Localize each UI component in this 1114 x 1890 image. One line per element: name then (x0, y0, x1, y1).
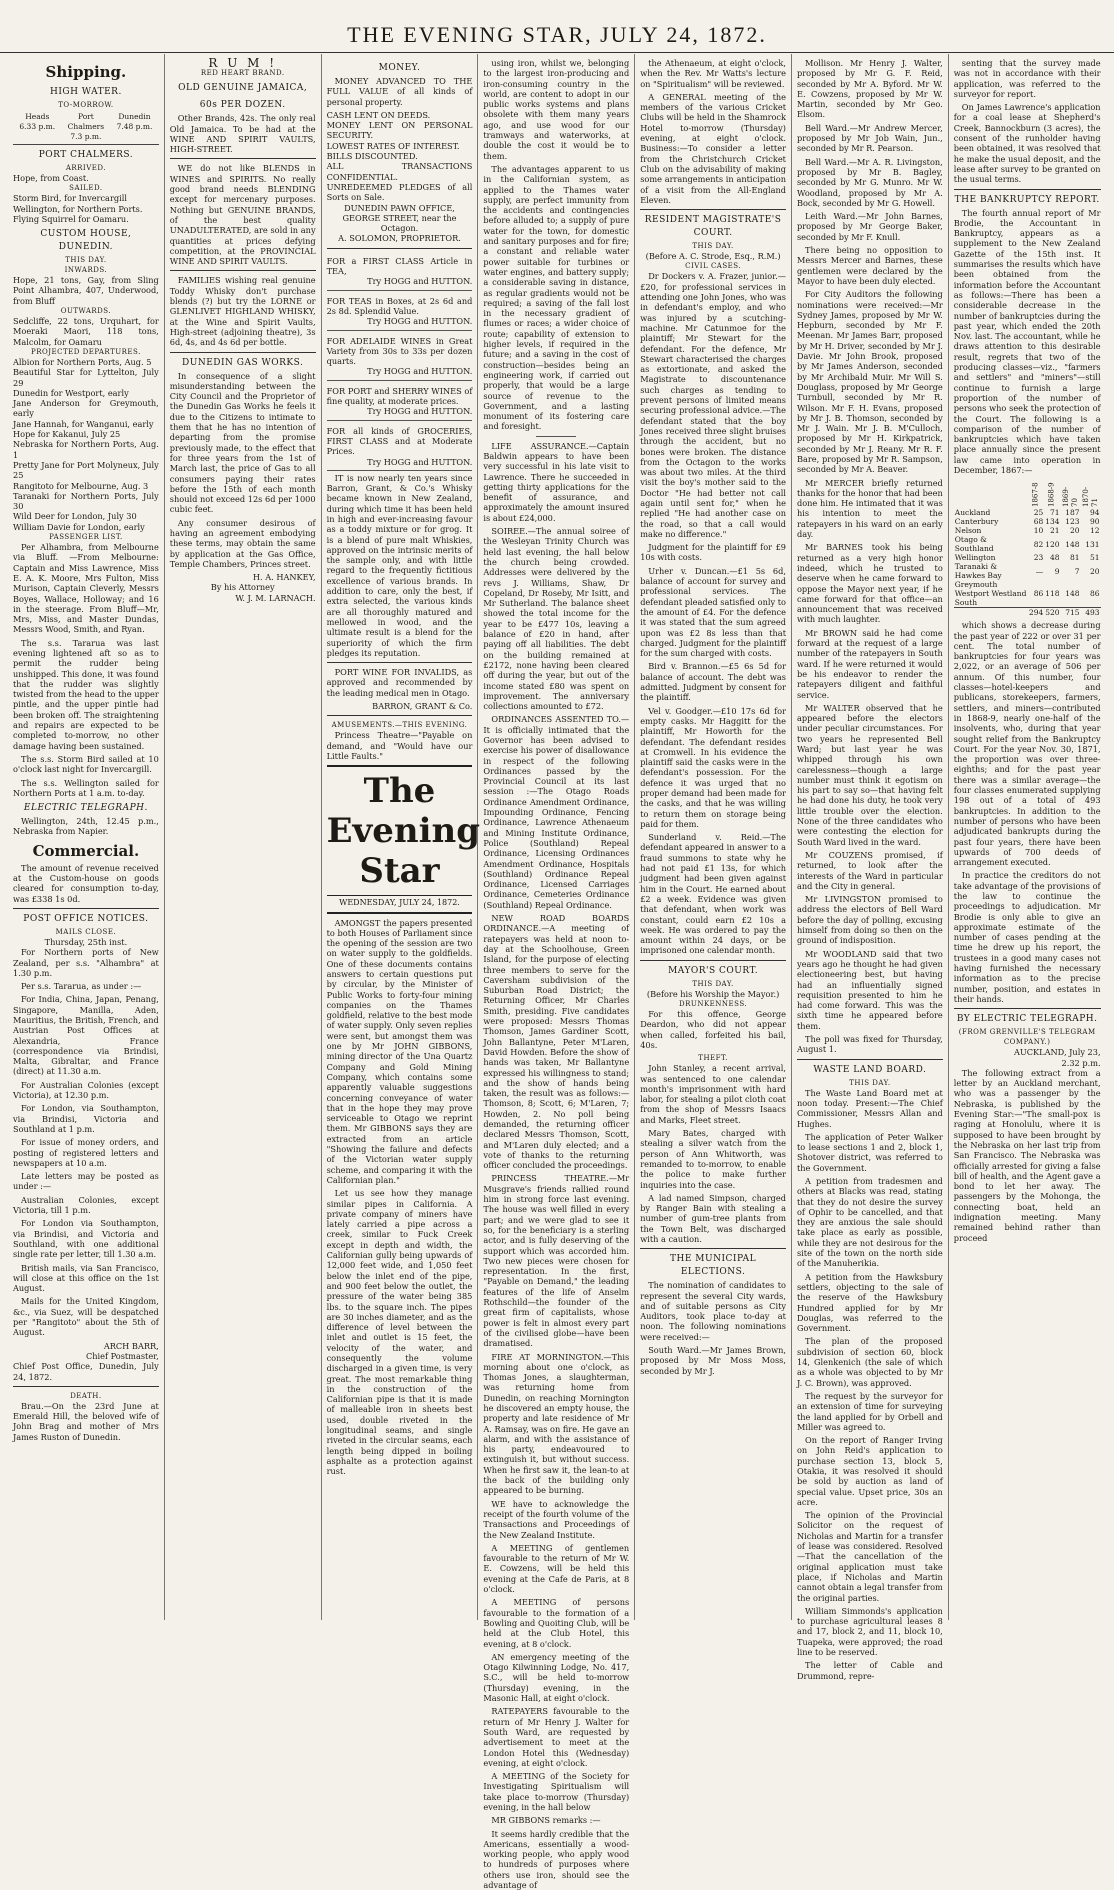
post-signature: ARCH BARR, (103, 1340, 159, 1351)
civil-text: Dr Dockers v. A. Frazer, junior.—£20, for professional services in attending one John Jones, who was in defendant's employ, and who was injured by a scutching-machine. Mr Catunmoe for the plaintiff; Mr Stewart for the defendant. For the defence, Mr Stewart characterised the charges as extortionate, and asked the Magistrate to discountenance such charges as tending to prevent persons of limited means securing professional advice.—The defendant stated that the boy Jones received three slight bruises through the accident, but no bones were broken. The distance from the Octagon to the works was about two miles. At the third visit the boy's mother said to the Doctor "He had better not call again until sent for," when he replied "He had another case on the road, so that a call would make no difference." (640, 271, 786, 539)
death-text: Brau.—On the 23rd June at Emerald Hill, the beloved wife of John Brag and mother of Mrs James Ruston of Dunedin. (13, 1400, 159, 1442)
table-cell: 86 (1033, 589, 1044, 599)
waste-text: William Simmonds's application to purchase agricultural leases 8 and 17, block 2, and 11, block 10, Tuapeka, were approved; the road line to be reserved. (796, 1605, 943, 1658)
meeting-text: A MEETING of the Society for Investigating Spiritualism will take place to-morrow (Thursday) evening, in the hall below (483, 1771, 630, 1812)
meeting-text: RATEPAYERS favourable to the return of Mr Henry J. Walter for South Ward, are requested by advertisement to meet at the London Hotel this (Wednesday) evening, at eight o'clock. (483, 1706, 630, 1768)
table-cell: 71 (1050, 508, 1060, 518)
divider (640, 960, 786, 961)
divider (327, 248, 473, 249)
waste-text: The application of Peter Walker to lease sections 1 and 2, block 1, Shotover district, was referred to the Government. (796, 1131, 943, 1173)
table-cell: 493 (1085, 608, 1100, 618)
waste-text: On the report of Ranger Irving on John Reid's application to purchase section 13, block 5, Otakia, it was resolved it should be sold by auction as land of special value. Upset price, 30s an acre. (796, 1435, 943, 1507)
table-year: 1867-8 (1031, 482, 1040, 508)
newspaper-masthead-title: THE EVENING STAR, JULY 24, 1872. (347, 22, 767, 47)
waste-text: The request by the surveyor for an extension of time for surveying the land applied for by Orbell and Miller was agreed to. (796, 1390, 943, 1432)
column-3 (322, 54, 479, 1620)
table-cell: 21 (1050, 526, 1060, 536)
waste-text: A petition from the Hawksbury settlers, objecting to the sale of the reserve of the Hawksbury Hundred applied for by Mr Douglas, was referred to the Government. (796, 1271, 943, 1334)
telegraph-source: (FROM GRENVILLE'S TELEGRAM COMPANY.) (958, 1028, 1096, 1047)
custom-house-subheading: THIS DAY. (65, 256, 107, 265)
article-text: The advantages apparent to us in the Californian system, as applied to the Thames water supply, are perfect immunity from the accidents and contingencies before alluded to; a supply of pure water for the town, for domestic and sanitary purposes and for fire; a constant and reliable water power suitable for turbines or water engines, and battery supply; a considerable saving in distance, as regular gradients would not be required; a saving of the fall lost in the necessary gradient of flumes or races; a wider choice of route; capability of extension to higher levels, if required in the future; and a saving in the cost of construction—besides being an engineering work, if carried out properly, that would be a large source of revenue to the Government, and a lasting monument of its fostering care and foresight. (483, 163, 630, 432)
table-cell: 86 (1090, 589, 1100, 599)
bankruptcy-text-2: which shows a decrease during the past year of 222 or over 31 per cent. The total number of bankruptcies for four years was 2,022, or an average of 506 per annum. Of this number, four classes—hotel-keepers and publicans, storekeepers, farmers, settlers, and miners—contributed in 1868-9, nearly one-half of the insolvents, who, during that year sought relief from the Bankruptcy Court. For the year Nov. 30, 1871, the proportion was over three-eighths; and for the past year there was a similar average—the four classes enumerated supplying 198 out of a total of 493 bankruptcies. In addition to the number of persons who have been adjudicated bankrupts during the past four years, there have been upwards of 700 deeds of arrangement executed. (953, 620, 1101, 868)
commercial-heading: Commercial. (32, 841, 140, 860)
ordinances-text: ORDINANCES ASSENTED TO.—It is officially intimated that the Governor has been advised to exercise his power of disallowance in respect of the following Ordinances passed by the Provincial Council at its last session :—The Otago Roads Ordinance Amendment Ordinance, Impounding Ordinance, Fencing Ordinance, Lawrence Athenaeum and Mining Institute Ordinance, Police (Southland) Repeal Ordinance, Licensing Ordinances Amendment Ordinance, Hospitals (Southland) Ordinance Repeal Ordinance, Licensed Carriages Ordinance, Cemeteries Ordinance (Southland) Repeal Ordinance. (483, 714, 630, 910)
waste-text: The plan of the proposed subdivision of section 60, block 14, Glenkenich (the sale of which as a whole was objected to by Mr J. C. Brown), was approved. (796, 1336, 943, 1388)
divider (327, 715, 473, 716)
table-cell: 118 (1045, 589, 1060, 599)
elections-text-2: South Ward.—Mr James Brown, proposed by Mr Moss Moss, seconded by Mr J. (640, 1345, 786, 1376)
table-cell: 20 (1070, 526, 1080, 536)
table-cell: 90 (1090, 517, 1100, 527)
tide-place: Dunedin (118, 112, 151, 121)
ad-text: FOR all kinds of GROCERIES, FIRST CLASS and at Moderate Prices. (326, 425, 473, 457)
ad-text: FOR ADELAIDE WINES in Great Variety from 30s to 33s per dozen quarts. (326, 335, 473, 367)
leader-text: AMONGST the papers presented to both Houses of Parliament since the opening of the session are two on water supply to the goldfields. One of these documents contains answers to certain questions put by circular, by the Minister of Public Works to forty-four mining companies on the Thames goldfield, relative to the best mode of water supply. Only seven replies were sent, but amongst them was one by Mr JOHN GIBBONS, mining director of the Una Quartz Company and Gold Mining Company, which contains some apparently valuable suggestions concerning conveyance of water that in the hope they may prove serviceable to Otago we reprint them. Mr GIBBONS says they are extracted from an article "Showing the failure and defects of the Victorian water supply scheme, and comparing it with the Californian plan." (326, 917, 473, 1185)
table-cell: 148 (1065, 539, 1080, 549)
grocery-ad (327, 423, 473, 471)
table-cell: 82 (1033, 539, 1044, 549)
column-2 (165, 54, 322, 1620)
ad-text: FOR TEAS in Boxes, at 2s 6d and 2s 8d. Splendid Value. (326, 295, 473, 316)
post-para: For Northern ports of New Zealand, per s.s. "Alhambra" at 1.30 p.m. (13, 947, 159, 978)
table-cell: 294 (1028, 608, 1044, 618)
table-cell: 10 (1033, 526, 1044, 536)
rum-brand: RED HEART BRAND. (200, 69, 285, 78)
money-text: MONEY ADVANCED TO THE FULL VALUE of all kinds of personal property. (326, 76, 473, 107)
rm-court-heading: RESIDENT MAGISTRATE'S COURT. (644, 215, 782, 239)
post-date: Thursday, 25th inst. (44, 936, 128, 947)
table-cell: 12 (1090, 526, 1100, 536)
table-cell: 23 (1033, 553, 1044, 563)
ad-sign: Try HOGG and HUTTON. (367, 276, 473, 287)
tide-time: 7.48 p.m. (116, 122, 153, 131)
tide-heads (13, 112, 62, 142)
divider (954, 1008, 1101, 1009)
amusements-heading: AMUSEMENTS.—THIS EVENING. (331, 721, 468, 730)
table-cell: 123 (1065, 517, 1080, 527)
gibbons-text-2: It seems hardly credible that the Americans, essentially a wood-working people, who apply wood to hundreds of purposes where others use iron, should see the advantage of (483, 1828, 630, 1890)
meeting-text: A MEETING of gentlemen favourable to the return of Mr W. E. Cowzens, will be held this evening at the Cafe de Paris, at 8 o'clock. (483, 1542, 630, 1595)
judgment-text: Judgment for the plaintiff for £9 10s with costs. (640, 542, 786, 563)
sailed-line: Wellington, for Northern Ports. (13, 203, 143, 214)
civil-cases-heading: CIVIL CASES. (685, 262, 742, 271)
tide-table (13, 110, 159, 145)
waste-text: The Waste Land Board met at noon today. Present:—The Chief Commissioner, Messrs Allan and Hughes. (796, 1087, 943, 1129)
article-text: For City Auditors the following nominations were received:—Mr Sydney James, proposed by Mr W. Hepburn, seconded by Mr F. Meenan. Mr James Barr, proposed by Mr H. Driver, seconded by Mr J. Davie. Mr John Brook, proposed by Mr James Anderson, seconded by Mr Archibald Muir. Mr Will S. Douglass, proposed by Mr George Turnbull, seconded by Mr R. Wilson. Mr F. H. Evans, proposed by Mr J. B. Thomson, seconded by Mr J. Wain. Mr J. B. M'Culloch, proposed by Mr H. Kirkpatrick, seconded by Mr J. Reany. Mr R. F. Bare, proposed by Mr R. Sampson, seconded by Mr A. Beaver. (796, 289, 943, 475)
table-year: 1868-9 (1047, 482, 1056, 508)
grocery-ad (327, 333, 473, 381)
telegraph-text: Wellington, 24th, 12.45 p.m., Nebraska from Napier. (13, 816, 159, 837)
table-corner (954, 478, 1028, 508)
inwards-text: Hope, 21 tons, Gay, from Sling Point Alhambra, 407, Underwood, from Bluff (13, 275, 159, 306)
table-cell: 148 (1065, 589, 1080, 599)
drunkenness-heading: DRUNKENNESS. (679, 1000, 748, 1009)
article-text: the Athenaeum, at eight o'clock, when the Rev. Mr Watts's lecture on "Spiritualism" will be reviewed. (640, 58, 786, 89)
table-cell: 94 (1090, 508, 1100, 518)
gas-text-2: Any consumer desirous of having an agreement embodying these terms, may obtain the same by application at the Gas Office, Temple Chambers, Princes street. (169, 517, 316, 569)
high-water-subheading: TO-MORROW. (58, 101, 114, 109)
mary-bates-text: Mary Bates, charged with stealing a silver watch from the person of Ann Whitworth, was remanded to to-morrow, to enable the police to make further inquiries into the case. (640, 1128, 786, 1190)
gas-works-heading: DUNEDIN GAS WORKS. (182, 357, 304, 368)
pawn-office: DUNEDIN PAWN OFFICE, GEORGE STREET, near the Octagon. (342, 202, 457, 234)
table-cell: 7 (1074, 566, 1080, 576)
divider (954, 189, 1101, 190)
theft-text: John Stanley, a recent arrival, was sentenced to one calendar month's imprisonment with hard labor, for stealing a pilot cloth coat from the shop of Messrs Isaacs and Marks, Fleet street. (640, 1063, 786, 1125)
table-year: 1870-71 (1081, 487, 1099, 508)
column-5 (635, 54, 792, 1620)
page-columns (8, 54, 1106, 1890)
divider (797, 1059, 943, 1060)
money-line: BILLS DISCOUNTED. (326, 151, 418, 162)
post-para: For issue of money orders, and posting of registered letters and newspapers at 10 a.m. (13, 1137, 159, 1168)
sailed-line: Flying Squirrel for Oamaru. (13, 213, 129, 224)
gibbons-text: MR GIBBONS remarks :— (491, 1815, 601, 1826)
gas-attorney-name: W. J. M. LARNACH. (235, 592, 316, 603)
waste-text: A petition from tradesmen and others at Blacks was read, stating that they do not desire the survey of Ophir to be cancelled, and that they are anxious the sale should take place as early as possible, while they are not desirous for the site of the town on the north side of the Manuherikia. (796, 1175, 943, 1269)
post-para: Australian Colonies, except Victoria, till 1 p.m. (13, 1194, 159, 1216)
sailed-line: Storm Bird, for Invercargill (13, 193, 127, 204)
ad-sign: Try HOGG and HUTTON. (367, 406, 473, 417)
arrived-text: Hope, from Coast. (13, 173, 89, 183)
table-row (954, 553, 1101, 562)
projected-line: Rangitoto for Melbourne, Aug. 3 (13, 480, 149, 491)
article-text: Mr LIVINGSTON promised to address the electors of Bell Ward before the day of polling, excusing himself from doing so then on the ground of indisposition. (796, 894, 943, 946)
high-water-heading: HIGH WATER. (49, 87, 122, 97)
custom-house-heading: CUSTOM HOUSE, DUNEDIN. (40, 229, 132, 253)
post-para: Late letters may be posted as under :— (13, 1171, 159, 1192)
grocery-ad (327, 293, 473, 331)
wellington-text: The s.s. Wellington sailed for Northern Ports at 1 a.m. to-day. (13, 777, 159, 798)
table-cell: 120 (1045, 539, 1060, 549)
article-text: Leith Ward.—Mr John Barnes, proposed by Mr George Baker, seconded by Mr F. Knull. (796, 211, 943, 242)
paper-dateline: WEDNESDAY, JULY 24, 1872. (327, 898, 473, 913)
money-line: ALL TRANSACTIONS CONFIDENTIAL. (326, 161, 473, 182)
table-cell: 520 (1045, 608, 1060, 618)
tide-place: Port Chalmers (67, 112, 105, 131)
table-cell: — (1035, 566, 1044, 576)
divider (640, 1248, 786, 1249)
table-row (954, 508, 1101, 517)
table-cell: 9 (1054, 566, 1060, 576)
table-cell: Otago & Southland (954, 535, 994, 554)
bankruptcy-text: The fourth annual report of Mr Brodie, the Accountant in Bankruptcy, appears as a supplement to the New Zealand Gazette of the 15th inst. It summarises the results which have been obtained from the information before the Accountant as follows:—There has been a considerable decrease in the number of bankruptcies during the past year, which ended the 20th Nov. last. The accountant, while he draws attention to this desirable result, regrets that two of the producing classes—viz., "farmers and settlers" and "miners"—still continue to furnish a large proportion of the number of persons who seek the protection of the Court. The following is a comparison of the number of bankruptcies which have taken place annually since the present law came into operation in December, 1867:— (953, 207, 1101, 475)
port-chalmers-heading: PORT CHALMERS. (38, 150, 134, 160)
table-cell: Taranaki & Hawkes Bay (954, 562, 1002, 581)
article-text: using iron, whilst we, belonging to the largest iron-producing and iron-consuming country in the world, are content to adopt in our public works systems and plans obsolete with them many years ago, and use wood for our tramways and waterworks, at double the cost it would be to them. (483, 58, 630, 161)
table-cell: Greymouth Westport Westland South (954, 580, 1027, 608)
port-wine-text: PORT WINE FOR INVALIDS, as approved and recommended by the leading medical men in Otago. (326, 667, 473, 698)
table-cell: Canterbury (954, 517, 999, 527)
table-row (954, 517, 1101, 526)
masthead (0, 0, 1114, 53)
column-7 (949, 54, 1106, 1620)
projected-line: Pretty Jane for Port Molyneux, July 25 (13, 459, 159, 481)
projected-line: Wild Deer for London, July 30 (13, 511, 137, 522)
outwards-heading: OUTWARDS. (60, 307, 112, 316)
waste-land-heading: WASTE LAND BOARD. (813, 1064, 927, 1075)
article-text: A GENERAL meeting of the members of the various Cricket Clubs will be held in the Shamrock Hotel to-morrow (Thursday) evening, at eight o'clock. Business:—To consider a letter from the Christchurch Cricket Club on the advisability of making some arrangements in anticipation of a visit from the All-England Eleven. (640, 91, 786, 205)
table-row (954, 580, 1101, 608)
electric-telegraph-heading: BY ELECTRIC TELEGRAPH. (956, 1014, 1098, 1025)
money-line: UNREDEEMED PLEDGES of all Sorts on Sale. (326, 181, 473, 203)
gas-signature: H. A. HANKEY, (252, 572, 316, 583)
article-text: There being no opposition to Messrs Mercer and Barnes, these gentlemen were declared by the Mayor to have been duly elected. (796, 245, 943, 286)
grocery-ad (327, 253, 473, 291)
outwards-text: Sedcliffe, 22 tons, Urquhart, for Moeraki Maori, 118 tons, Malcolm, for Oamaru (13, 316, 159, 347)
article-text: Mollison. Mr Henry J. Walter, proposed by Mr G. F. Reid, seconded by Mr A. Byford. Mr W. E. Cowzens, proposed by Mr W. Martin, seconded by Mr Geo. Elsom. (796, 58, 943, 120)
elections-text: The nomination of candidates to represent the several City wards, and of suitable persons as City Auditors, took place to-day at noon. The following nominations were received:— (640, 1280, 786, 1342)
divider (13, 1386, 159, 1387)
tide-port-chalmers (62, 112, 111, 142)
projected-line: Taranaki for Northern Ports, July 30 (13, 490, 159, 512)
mayor-court-heading: MAYOR'S COURT. (668, 965, 759, 976)
projected-line: Hope for Kakanui, July 25 (13, 429, 121, 440)
table-row (954, 562, 1101, 580)
ad-sign: Try HOGG and HUTTON. (367, 456, 473, 467)
blend-text: WE do not like BLENDS in WINES and SPIRITS. No really good brand needs BLENDING except for mercenary purposes. Nothing but GENUINE BRANDS, of the best quality UNADULTERATED, are sold in any quantities at prices defying competition, at the PROVINCIAL WINE AND SPIRIT VAULTS. (169, 163, 316, 267)
post-para: For London via Southampton, via Brindisi, and Victoria and Southland, with one additional single rate per letter, till 1.30 a.m. (13, 1218, 159, 1260)
table-row (954, 526, 1101, 535)
mayor-court-subheading: THIS DAY. (692, 979, 734, 988)
divider (170, 158, 316, 159)
table-cell: 187 (1065, 508, 1080, 518)
passenger-text: Per Alhambra, from Melbourne via Bluff. —From Melbourne: Captain and Miss Lawrence, Miss E. A. K. Moore, Mrs Fulton, Miss Murison, Captain Cleverly, Messrs Boyes, Wallace, Holloway; and 16 in the steerage. From Bluff—Mr, Mrs, Miss, and Master Dundas, Messrs Wood, Smith, and Ryan. (13, 542, 159, 635)
tide-time: 6.33 p.m. (19, 122, 56, 131)
divider (640, 209, 786, 210)
inwards-heading: INWARDS. (64, 266, 108, 275)
projected-line: William Davie for London, early (13, 521, 145, 532)
rum-text: Other Brands, 42s. The only real Old Jamaica. To be had at the WINE AND SPIRIT VAULTS, HIGH-STREET. (169, 113, 316, 155)
table-cell: 81 (1070, 553, 1080, 563)
port-wine-signature: BARRON, GRANT & Co. (372, 701, 473, 712)
money-line: CASH LENT ON DEEDS. (326, 109, 431, 120)
divider (536, 436, 576, 437)
table-cell: 25 (1033, 508, 1044, 518)
vel-text: Vel v. Goodger.—£10 17s 6d for empty casks. Mr Haggitt for the plaintiff, Mr Howorth for the defendant. The defendant resides at Cromwell. In his evidence the plaintiff said the casks were in the defendant's possession. For the defence it was urged that no proper demand had been made for the casks, and that he was willing to return them on storage being paid for them. (640, 705, 786, 829)
post-para: Per s.s. Tararua, as under :— (21, 981, 142, 992)
whisky-text: IT is now nearly ten years since Barron, Grant, & Co.'s Whisky became known in New Zealand, during which time it has been held in high and ever-increasing favour as a toddy mixture or for grog. It is a blend of pure malt Whiskies, approved on the intrinsic merits of the sample only, and with little regard to the frequently fictitious excellence of various brands. In addition to care, only the best, if extra selected, the various kinds are all thoroughly matured and mellowed in wood, and the ultimate result is a blend for the superiority of which the firm pledges its reputation. (326, 472, 473, 658)
post-para: Mails for the United Kingdom, &c., via Suez, will be despatched per "Rangitoto" about the 5th of August. (13, 1296, 159, 1338)
projected-line: Jane Anderson for Greymouth, early (13, 398, 159, 419)
article-text: Mr MERCER briefly returned thanks for the honor that had been done him. He intimated that it was his intention to meet the ratepayers in his ward on an early day. (796, 477, 943, 540)
table-cell: 48 (1050, 553, 1060, 563)
elections-heading: THE MUNICIPAL ELECTIONS. (670, 1254, 757, 1278)
bankruptcy-text-3: In practice the creditors do not take advantage of the provisions of the law to continue the proceedings to adjudication. Mr Brodie is only able to give an approximate estimate of the number of cases pending at the time he drew up his report, the trustees in a good many cases not having furnished the necessary information as to the precise number, position, and estates in their hands. (953, 870, 1101, 1004)
telegraph-place: AUCKLAND, July 23, (1013, 1047, 1101, 1058)
projected-line: Beautiful Star for Lyttelton, July 29 (13, 367, 159, 388)
telegraph-text: The following extract from a letter by an Auckland merchant, who was a passenger by the Nebraska, is published by the Evening Star:—"The small-pox is raging at Honolulu, where it is supposed to have been brought by the Nebraska on her last trip from San Francisco. The Nebraska was officially arrested for giving a false bill of health, and the Agent gave a bond to let her away. The passengers by the Mohonga, the connecting boat, held an indignation meeting. Many remained behind rather than proceed (953, 1067, 1101, 1243)
table-cell (954, 608, 1028, 618)
mayor-court-before: (Before his Worship the Mayor.) (646, 988, 780, 999)
table-cell: Wellington (954, 553, 996, 563)
article-text: senting that the survey made was not in accordance with their application, was referred to the surveyor for report. (953, 58, 1101, 99)
projected-line: Nebraska for Northern Ports, Aug. 1 (13, 439, 159, 460)
leader-text-2: Let us see how they manage similar pipes in California. A private company of miners have lately carried a pipe across a creek, similar to Fuck Creek except in depth and width, the Californian gully being upwards of 12,000 feet wide, and 1,050 feet below the inlet end of the pipe, and 900 feet below the outlet, the pressure of the water being 385 lbs. to the square inch. The pipes are 30 inches diameter, and as the difference of level between the inlet and outlet is 15 feet, the velocity of the water, and consequently the volume discharged in a given time, is very great. The most remarkable thing in the construction of the Californian pipe is that it is made of malleable iron in sheets best used, double riveted in the longitudinal seams, and single riveted in the circular seams, each length being dipped in boiling asphalte as a protection against rust. (326, 1188, 473, 1477)
princess-theatre-text: PRINCESS THEATRE.—Mr Musgrave's friends rallied round him in strong force last evening. The house was well filled in every part; and we were glad to see it so, for the beneficiary is a sterling actor, and is fully deserving of the support which was accorded him. Two new pieces were chosen for representation. In the first, "Payable on Demand," the leading features of the life of Anselm Rothschild—the founder of the great firm of capitalists, whose power is felt in almost every part of the civilised globe—have been dramatised. (483, 1173, 630, 1349)
waste-text: The letter of Cable and Drummond, repre- (796, 1660, 943, 1681)
soiree-text: SOIREE.—The annual soiree of the Wesleyan Trinity Church was held last evening, the hall below the church being crowded. Addresses were delivered by the revs J. Williams, Shaw, Dr Copeland, Dr Roseby, Mr Isitt, and Mr Sutherland. The balance sheet showed the total income for the year to be £477 10s, leaving a balance of £20 in hand, after paying off all liabilities. The debt on the building remained at £2172, none having been cleared off during the year, but out of the income stated £80 was spent on improvement. The anniversary collections amounted to £72. (483, 526, 630, 712)
simpson-text: A lad named Simpson, charged by Ranger Bain with stealing a number of gum-tree plants from the Town Belt, was discharged with a caution. (640, 1192, 786, 1244)
column-4 (478, 54, 635, 1890)
meeting-text: AN emergency meeting of the Otago Kilwinning Lodge, No. 417, S.C., will be held to-morrow (Thursday) evening, in the Masonic Hall, at eight o'clock. (483, 1651, 630, 1704)
article-text: Mr BARNES took his being returned as a very high honor indeed, which he trusted to deserve when he came forward to oppose the Mayor next year, if he came forward for that office—an announcement that was received with much laughter. (796, 542, 943, 625)
projected-line: Albion for Northern Ports, Aug. 5 (13, 356, 152, 367)
article-text: The poll was fixed for Thursday, August 1. (796, 1034, 943, 1055)
rum-heading: R U M ! (208, 56, 278, 70)
column-1 (8, 54, 165, 1620)
money-line: LOWEST RATES OF INTEREST. (326, 140, 460, 151)
divider (170, 352, 316, 353)
table-cell: 68 (1033, 517, 1044, 527)
table-cell: 51 (1090, 553, 1100, 563)
table-cell: 131 (1085, 539, 1100, 549)
urher-text: Urher v. Duncan.—£1 5s 6d, balance of account for survey and professional services. The defendant pleaded satisfied only to the amount of £4. For the defence it was stated that the sum agreed upon was £2 8s less than that charged. Judgment for the plaintiff for the sum charged with costs. (640, 565, 786, 659)
bankruptcy-table (954, 478, 1101, 617)
gas-attorney: By his Attorney (210, 582, 275, 593)
rm-court-before: (Before A. C. Strode, Esq., R.M.) (645, 251, 781, 262)
post-office-location: Chief Post Office, Dunedin, July 24, 1872. (13, 1361, 159, 1382)
ad-text: FOR a FIRST CLASS Article in TEA, (326, 255, 473, 277)
post-office-heading: POST OFFICE NOTICES. (23, 913, 149, 924)
paper-title: The Evening Star (327, 765, 473, 896)
table-cell: 134 (1045, 517, 1060, 527)
telegraph-time: 2.32 p.m. (1061, 1057, 1101, 1068)
article-text: Mr WOODLAND said that two years ago he thought he had given electioneering best, but having had an influentially signed requisition presented to him he had come forward. This was the sixth time he appeared before them. (796, 948, 943, 1031)
table-cell: Auckland (954, 508, 991, 518)
families-text: FAMILIES wishing real genuine Toddy Whisky don't purchase blends (?) but try the LORNE or GLENLIVET HIGHLAND WHISKY, at the Wine and Spirit Vaults, High-street (adjoining theatre), 3s 6d, 4s, and 4s 6d per bottle. (169, 275, 316, 348)
divider (13, 908, 159, 909)
column-6 (792, 54, 949, 1681)
table-header-row (954, 478, 1101, 508)
life-assurance-text: LIFE ASSURANCE.—Captain Baldwin appears to have been very successful in his late visit to Lawrence. There he succeeded in getting thirty applications for the benefit of assurance, and approximately the amount insured is about £24,000. (483, 440, 630, 523)
article-text: Mr COUZENS promised, if returned, to look after the interests of the Ward in particular and the City in general. (796, 849, 943, 891)
table-cell: 20 (1090, 566, 1100, 576)
table-total-row (954, 608, 1101, 618)
article-text: Mr BROWN said he had come forward at the request of a large number of the ratepayers in South ward. If he were returned it would be his endeavor to render the ratepayers diligent and faithful service. (796, 627, 943, 700)
post-para: For London, via Southampton, via Brindisi, Victoria and Southland at 1 p.m. (13, 1103, 159, 1134)
stormbird-text: The s.s. Storm Bird sailed at 10 o'clock last night for Invercargill. (13, 753, 159, 775)
shipping-heading: Shipping. (45, 63, 127, 81)
mails-close-heading: MAILS CLOSE. (55, 927, 117, 936)
rm-court-subheading: THIS DAY. (692, 242, 734, 251)
ad-sign: Try HOGG and HUTTON. (367, 316, 473, 327)
sunderland-text: Sunderland v. Reid.—The defendant appeared in answer to a fraud summons to state why he had not paid £1 13s, for which judgment had been given against him in the Court. He earned about £2 a week. Evidence was given that defendant, when work was constant, could earn £2 10s a week. He was ordered to pay the amount within 24 days, or be imprisoned one calendar month. (640, 832, 786, 956)
waste-land-subheading: THIS DAY. (849, 1078, 891, 1087)
rum-price: 60s PER DOZEN. (199, 100, 286, 111)
table-row (954, 535, 1101, 553)
table-year: 1869-70 (1061, 487, 1079, 508)
tide-dunedin (110, 112, 159, 142)
projected-line: Jane Hannah, for Wanganui, early (13, 418, 154, 429)
divider (327, 662, 473, 663)
rum-line: OLD GENUINE JAMAICA, (178, 83, 308, 94)
arrived-heading: ARRIVED. (65, 164, 106, 172)
post-para: For Australian Colonies (except Victoria), at 12.30 p.m. (13, 1079, 159, 1101)
telegraph-heading: ELECTRIC TELEGRAPH. (23, 803, 148, 814)
money-heading: MONEY. (378, 63, 421, 73)
theft-heading: THEFT. (698, 1054, 728, 1063)
money-line: MONEY LENT ON PERSONAL SECURITY. (326, 120, 473, 141)
tide-time: 7.3 p.m. (70, 132, 102, 141)
amusements-text: Princess Theatre—"Payable on demand, and "Would have our Little Faults." (326, 730, 473, 761)
post-para: British mails, via San Francisco, will close at this office on the 1st August. (13, 1262, 159, 1294)
fire-text: FIRE AT MORNINGTON.—This morning about one o'clock, as Thomas Jones, a slaughterman, was returning home from Dunedin, on reaching Mornington he discovered an empty house, the property and late residence of Mr A. Ramsay, was on fire. He gave an alarm, and with the assistance of his party, endeavoured to extinguish it, but without success. When he first saw it, the lean-to at the back of the building only appeared to be burning. (483, 1351, 630, 1496)
tide-place: Heads (25, 112, 50, 121)
meeting-text: A MEETING of persons favourable to the formation of a Bowling and Quoiting Club, will be held at the Club Hotel, this evening, at 8 o'clock. (483, 1597, 630, 1649)
divider (170, 270, 316, 271)
drunkenness-text: For this offence, George Deardon, who did not appear when called, forfeited his bail, 40s. (640, 1009, 786, 1050)
ad-text: FOR PORT and SHERRY WINES of fine quality, at moderate prices. (326, 385, 473, 407)
pawn-owner: A. SOLOMON, PROPRIETOR. (338, 233, 461, 244)
article-text: Mr WALTER observed that he appeared before the electors under peculiar circumstances. For two years he represented Bell Ward; but last year he was whipped through his own carelessness—though a large number must think it egotism on his part to say so—that having felt he had done his duty, he took very little trouble over the election. None of the three candidates who were contesting the election for South Ward lived in the ward. (796, 702, 943, 847)
receipt-text: WE have to acknowledge the receipt of the fourth volume of the Transactions and Proceedings of the New Zealand Institute. (483, 1498, 630, 1540)
sailed-heading: SAILED. (69, 184, 103, 193)
gas-text: In consequence of a slight misunderstanding between the City Council and the Proprietor of the Dunedin Gas Works he feels it due to the Citizens to intimate to them that he has no intention of departing from the promise previously made, to the effect that for three years from the 1st of March last, the price of Gas to all consumers paying their rates before the 15th of each month should not exceed 12s 6d per 1000 cubic feet. (169, 370, 316, 515)
projected-heading: PROJECTED DEPARTURES. (30, 347, 141, 356)
projected-line: Dunedin for Westport, early (13, 387, 129, 398)
commercial-text: The amount of revenue received at the Custom-house on goods cleared for consumption to-day, was £338 1s 0d. (13, 862, 159, 904)
passenger-heading: PASSENGER LIST. (49, 533, 123, 542)
waste-text: The opinion of the Provincial Solicitor on the request of Nicholas and Martin for a transfer of lease was considered. Resolved—That the cancellation of the original application must take place, if Nicholas and Martin cannot obtain a legal transfer from the original parties. (796, 1510, 943, 1603)
post-signature-title: Chief Postmaster, (85, 1350, 159, 1361)
tararua-text: The s.s. Tararua was last evening lightened aft so as to permit the rudder being unshipped. This done, it was found that the rudder was slightly twisted from the head to the upper pintle, and the upper pintle had been broken off. The straightening and repairs are expected to be completed to-morrow, no other damage having been sustained. (13, 637, 159, 751)
death-heading: DEATH. (70, 1391, 102, 1400)
bird-text: Bird v. Brannon.—£5 6s 5d for balance of account. The debt was admitted. Judgment by consent for the plaintiff. (640, 661, 786, 703)
road-boards-text: NEW ROAD BOARDS ORDINANCE.—A meeting of ratepayers was held at noon to-day at the Schoolhouse, Green Island, for the purpose of electing three members to serve for the Caversham subdivision of the Suburban Road District; the Returning Officer, Mr Charles Smith, presiding. Five candidates were proposed: Messrs Thomas Thomson, James Gardiner Scott, John Ballantyne, Peter M'Laren, David Howden. Before the show of hands was taken, Mr Ballantyne expressed his willingness to stand; and the show of hands being taken, the result was as follows:—Thomson, 8; Scott, 6; M'Laren, 7; Howden, 2. No poll being demanded, the returning officer declared Messrs Thomson, Scott, and M'Laren duly elected; and a vote of thanks to the returning officer concluded the proceedings. (483, 913, 630, 1171)
bankruptcy-heading: THE BANKRUPTCY REPORT. (954, 194, 1100, 205)
ad-sign: Try HOGG and HUTTON. (367, 366, 473, 377)
article-text: On James Lawrence's application for a coal lease at Shepherd's Creek, Bannockburn (3 acres), the consent of the runholder having been obtained, it was resolved that he make the usual deposit, and the lease after survey to be granted on the usual terms. (953, 102, 1101, 185)
article-text: Bell Ward.—Mr Andrew Mercer, proposed by Mr Job Wain, Jun., seconded by Mr R. Pearson. (796, 122, 943, 154)
table-cell: 715 (1065, 608, 1080, 618)
post-para: For India, China, Japan, Penang, Singapore, Manilla, Aden, Mauritius, the British, French, and Austrian Post Offices at Alexandria, France (correspondence via Brindisi, Malta, Gibraltar, and France (direct) at 11.30 a.m. (13, 994, 159, 1077)
table-cell: Nelson (954, 526, 982, 536)
article-text: Bell Ward.—Mr A. R. Livingston, proposed by Mr B. Bagley, seconded by Mr G. Munro. Mr W. Woodland, proposed by Mr A. Bock, seconded by Mr G. Howell. (796, 156, 943, 208)
grocery-ad (327, 383, 473, 421)
